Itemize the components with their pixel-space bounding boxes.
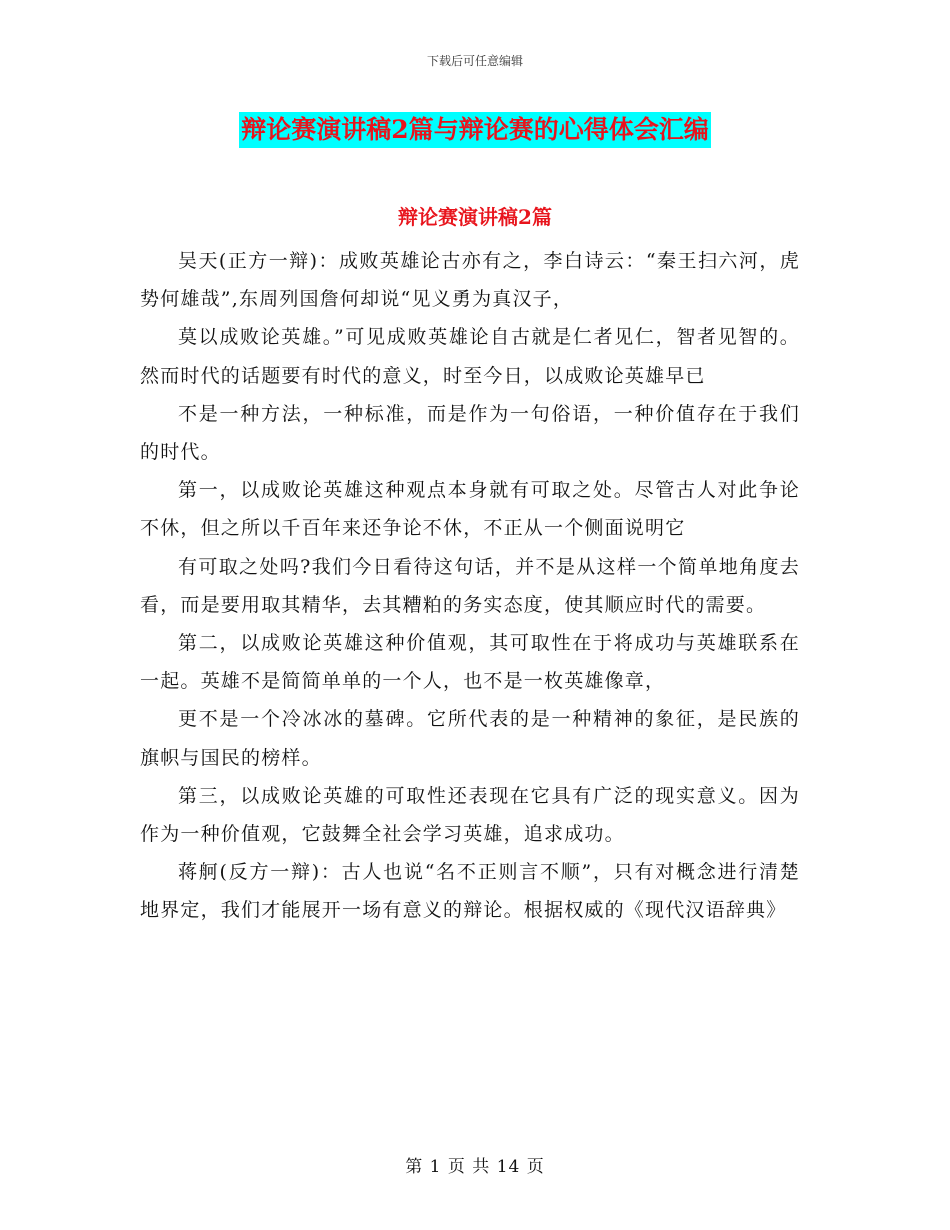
- paragraph: 第一，以成败论英雄这种观点本身就有可取之处。尽管古人对此争论不休，但之所以千百年来还争论不休，不正从一个侧面说明它: [140, 479, 800, 540]
- paragraph: 第三，以成败论英雄的可取性还表现在它具有广泛的现实意义。因为作为一种价值观，它鼓舞全社会学习英雄，追求成功。: [140, 784, 800, 846]
- paragraph: 吴天(正方一辩)：成败英雄论古亦有之，李白诗云：“秦王扫六河，虎势何雄哉”,东周列国詹何却说“见义勇为真汉子，: [140, 250, 800, 311]
- paragraph: 莫以成败论英雄。”可见成败英雄论自古就是仁者见仁，智者见智的。然而时代的话题要有时代的意义，时至今日，以成败论英雄早已: [140, 326, 800, 387]
- document-title-text: 辩论赛演讲稿2篇与辩论赛的心得体会汇编: [239, 112, 710, 148]
- document-title: [0, 112, 950, 148]
- paragraph: 更不是一个冷冰冰的墓碑。它所代表的是一种精神的象征，是民族的旗帜与国民的榜样。: [140, 708, 800, 769]
- paragraph: 蒋舸(反方一辩)：古人也说“名不正则言不顺”，只有对概念进行清楚地界定，我们才能展开一场有意义的辩论。根据权威的《现代汉语辞典》: [140, 861, 800, 922]
- header-note: 下载后可任意编辑: [426, 54, 523, 68]
- document-body: [140, 242, 800, 930]
- page-number-footer: 第 1 页 共 14 页: [405, 1157, 545, 1177]
- paragraph: 第二，以成败论英雄这种价值观，其可取性在于将成功与英雄联系在一起。英雄不是简简单单的一个人，也不是一枚英雄像章，: [140, 632, 800, 693]
- paragraph: 不是一种方法，一种标准，而是作为一句俗语，一种价值存在于我们的时代。: [140, 402, 800, 464]
- paragraph: 有可取之处吗?我们今日看待这句话，并不是从这样一个简单地角度去看，而是要用取其精华，去其糟粕的务实态度，使其顺应时代的需要。: [140, 555, 800, 616]
- section-title: 辩论赛演讲稿2篇: [398, 205, 552, 229]
